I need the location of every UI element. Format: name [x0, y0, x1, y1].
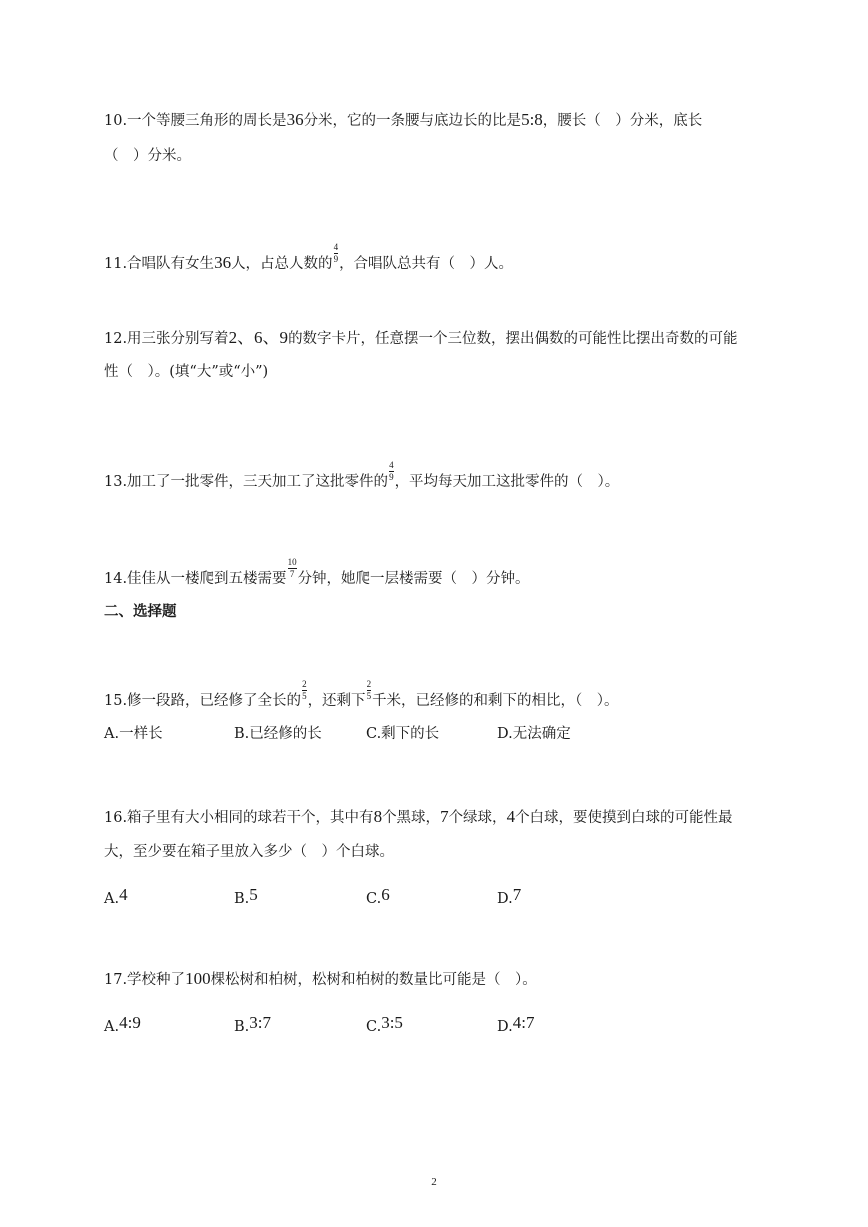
q17-option-a-letter: A.	[104, 1019, 120, 1035]
q11-frac-denominator: 9	[333, 254, 339, 264]
q16-option-c-letter: C.	[366, 891, 382, 907]
q15-text-a: 15.修一段路，已经修了全长的	[104, 693, 302, 709]
q11-frac-numerator: 4	[333, 242, 339, 252]
q16-text-a: 16.箱子里有大小相同的球若干个，其中有	[104, 810, 374, 826]
q17-trees: 100	[185, 969, 211, 988]
q17-option-a-value: 4:9	[119, 1013, 141, 1032]
q15-option-b: B.已经修的长	[234, 726, 322, 742]
q10-line1	[104, 110, 702, 131]
q10-line2: （ ）分米。	[104, 148, 191, 164]
q16-black: 8	[373, 807, 383, 826]
q14-text-b: 分钟，她爬一层楼需要（ ）分钟。	[297, 571, 530, 587]
q17-option-d	[497, 1013, 534, 1035]
q13-fraction	[389, 461, 394, 482]
q10-text-a: 10.一个等腰三角形的周长是	[104, 113, 287, 129]
q16-option-c-value: 6	[381, 885, 390, 904]
q16-option-c	[366, 885, 390, 907]
q17-text-a: 17.学校种了	[104, 972, 186, 988]
page-number: 2	[431, 1176, 437, 1188]
q16-text-c: 个绿球，	[448, 810, 507, 826]
q15-text-b: ，还剩下	[307, 693, 366, 709]
q15-frac2-numerator: 2	[366, 679, 372, 689]
q14-text-a: 14.佳佳从一楼爬到五楼需要	[104, 571, 287, 587]
q16-line2: 大，至少要在箱子里放入多少（ ）个白球。	[104, 844, 394, 860]
q16-option-b-letter: B.	[234, 891, 250, 907]
q14-frac-numerator: 10	[287, 557, 297, 567]
q11-text-b: 人，占总人数的	[231, 256, 333, 272]
q16-green: 7	[440, 807, 449, 826]
q15-frac1-denominator: 5	[302, 691, 307, 701]
q15-frac2-denominator: 5	[366, 691, 372, 701]
q17-option-a	[104, 1013, 141, 1035]
q15-frac1-numerator: 2	[302, 679, 307, 689]
q10-text-b: 分米，它的一条腰与底边长的比是	[303, 113, 522, 129]
q13-line	[104, 461, 619, 492]
q13-text-a: 13.加工了一批零件，三天加工了这批零件的	[104, 474, 389, 490]
q17-option-c-letter: C.	[366, 1019, 382, 1035]
q14-fraction	[288, 558, 297, 579]
q16-option-d	[497, 885, 521, 907]
q16-white: 4	[506, 807, 516, 826]
q16-option-a-value: 4	[119, 885, 128, 904]
q12-line1	[104, 328, 738, 349]
q12-text-a: 12.用三张分别写着	[104, 331, 229, 347]
q17-option-d-value: 4:7	[512, 1013, 535, 1032]
q16-option-d-letter: D.	[497, 891, 513, 907]
q11-text-c: ，合唱队总共有（ ）人。	[339, 256, 514, 272]
q17-option-c-value: 3:5	[381, 1013, 403, 1032]
q15-line	[104, 680, 619, 711]
q17-option-d-letter: D.	[497, 1019, 513, 1035]
q12-cards: 2、6、9	[228, 328, 289, 347]
q11-text-a: 11.合唱队有女生	[104, 256, 215, 272]
q17-option-b-value: 3:7	[249, 1013, 271, 1032]
q15-option-d: D.无法确定	[497, 726, 571, 742]
q10-ratio: 5:8	[521, 110, 543, 129]
q10-text-c: ，腰长（ ）分米，底长	[542, 113, 703, 129]
q17-option-c	[366, 1013, 403, 1035]
q16-option-a	[104, 885, 128, 907]
q15-fraction-1	[302, 680, 307, 701]
q16-line1	[104, 807, 733, 828]
q12-text-b: 的数字卡片，任意摆一个三位数，摆出偶数的可能性比摆出奇数的可能	[288, 331, 738, 347]
q12-line2: 性（ ）。(填“大”或“小”)	[104, 364, 269, 380]
q10-perimeter: 36	[286, 110, 304, 129]
section-heading-choice: 二、选择题	[104, 604, 177, 620]
q14-line	[104, 558, 530, 589]
q11-line	[104, 243, 513, 274]
q17-option-b	[234, 1013, 271, 1035]
q16-text-d: 个白球，要使摸到白球的可能性最	[515, 810, 733, 826]
q11-fraction	[334, 243, 339, 264]
q14-frac-denominator: 7	[289, 569, 295, 579]
q13-frac-denominator: 9	[389, 472, 394, 482]
q16-text-b: 个黑球，	[382, 810, 441, 826]
q17-option-b-letter: B.	[234, 1019, 250, 1035]
q17-text-b: 棵松树和柏树，松树和柏树的数量比可能是（ ）。	[210, 972, 537, 988]
q16-option-b-value: 5	[249, 885, 258, 904]
q17-line	[104, 969, 537, 990]
q15-option-c: C.剩下的长	[366, 726, 440, 742]
q15-text-c: 千米，已经修的和剩下的相比，（ ）。	[372, 693, 619, 709]
q16-option-d-value: 7	[512, 885, 522, 904]
q13-text-b: ，平均每天加工这批零件的（ ）。	[394, 474, 620, 490]
q11-girls: 36	[214, 253, 232, 272]
q16-option-a-letter: A.	[104, 891, 120, 907]
q15-fraction-2	[367, 680, 372, 701]
q15-option-a: A.一样长	[104, 726, 163, 742]
q13-frac-numerator: 4	[389, 460, 394, 470]
q16-option-b	[234, 885, 258, 907]
